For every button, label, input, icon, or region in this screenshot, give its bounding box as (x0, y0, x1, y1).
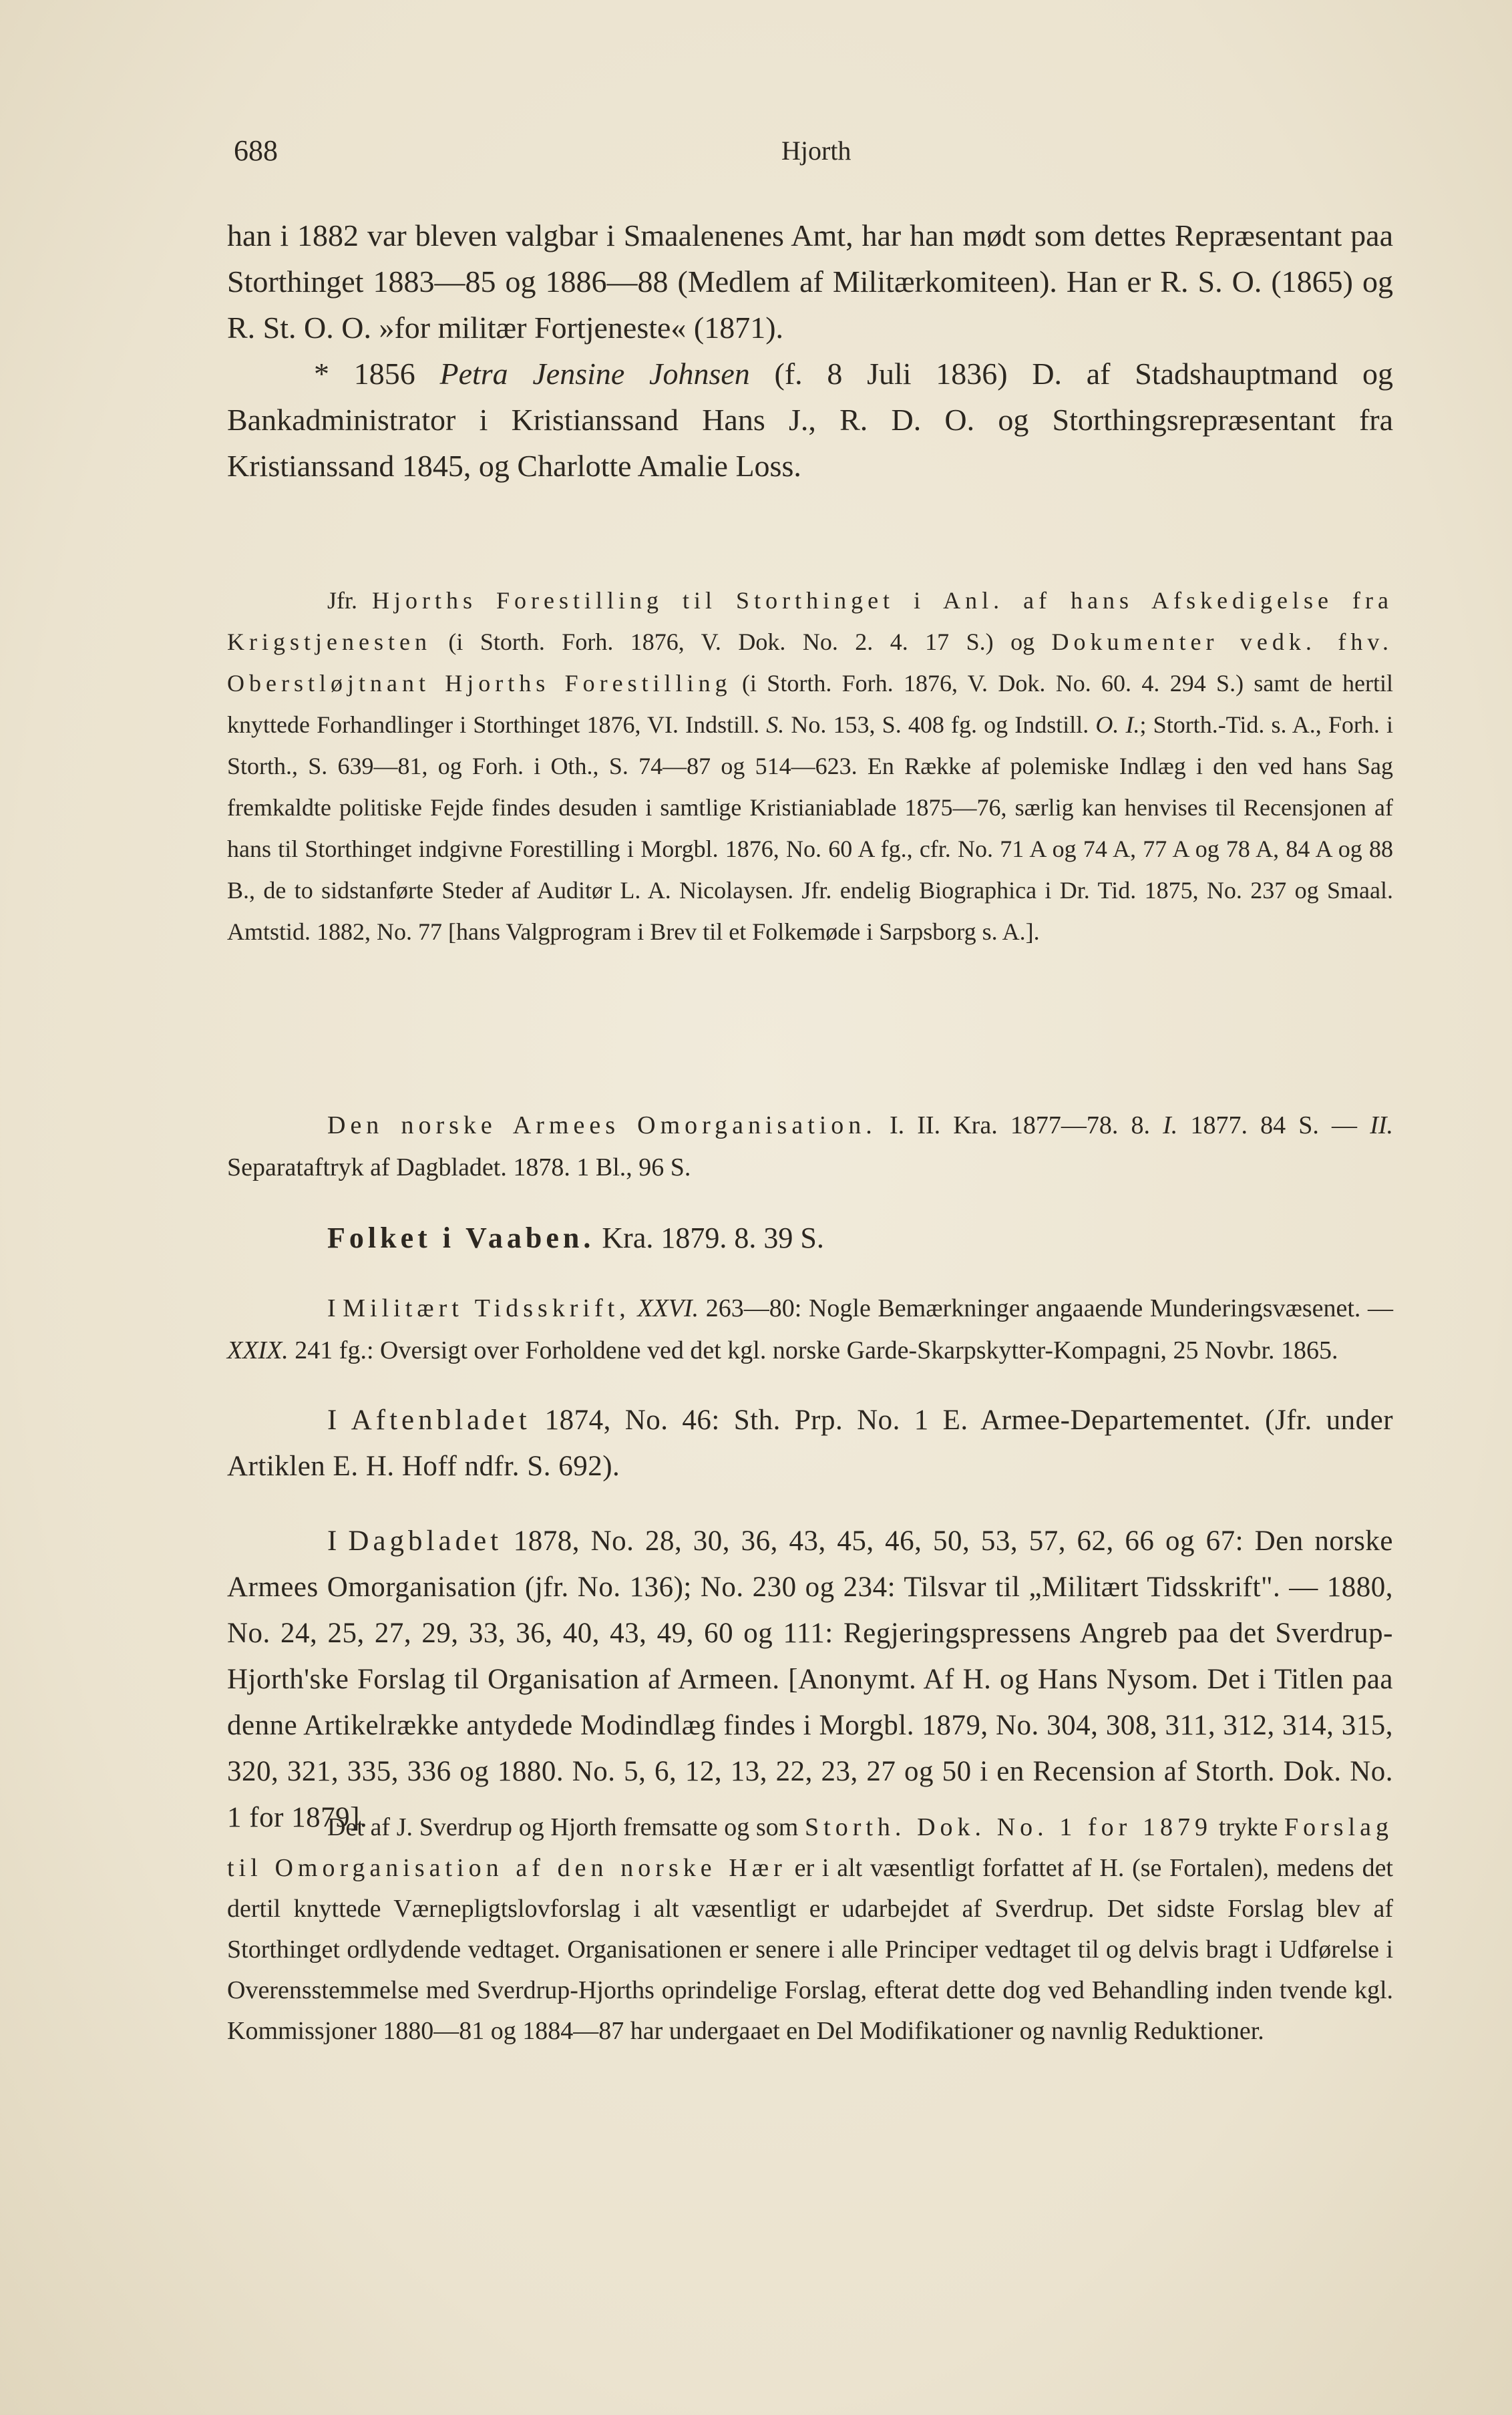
closing-block (227, 1782, 1393, 2077)
work-title: Militært Tidsskrift, (343, 1294, 630, 1322)
spouse-name: Petra Jensine Johnsen (439, 357, 750, 391)
work-armees-omorganisation (227, 1105, 1393, 1189)
work-prefix: I (327, 1405, 337, 1436)
references-paragraph (227, 580, 1393, 952)
ref-italic-oi: O. I. (1095, 711, 1140, 738)
running-title: Hjorth (781, 136, 852, 166)
references-block (227, 556, 1393, 976)
work-prefix: I (327, 1525, 337, 1557)
work-vol-i: I. (1163, 1111, 1178, 1139)
work-title: Folket i Vaaben. (327, 1222, 595, 1254)
work-meta-3: Separataftryk af Dagbladet. 1878. 1 Bl., 96 S. (227, 1153, 691, 1181)
ref-text-2: (i Storth. Forh. 1876, V. Dok. No. 60. 4. 294 S.) samt de hertil knyttede Forhandlinger i Storthinget 1876, VI. Indstill. (227, 670, 1393, 738)
marriage-prefix: * 1856 (314, 357, 415, 391)
marriage-paragraph (227, 351, 1393, 489)
work-meta: Kra. 1879. 8. 39 S. (602, 1222, 824, 1254)
work-title: Den norske Armees Omorganisation. (327, 1111, 877, 1139)
work-folket-i-vaaben (227, 1214, 1393, 1262)
ref-title-1: Hjorths Forestilling til Storthinget i Anl. af hans Afskedigelse fra Krigstjenesten (227, 587, 1393, 655)
work-volume-2: XXIX. (227, 1336, 289, 1364)
closing-text-2: trykte (1218, 1813, 1278, 1841)
closing-text-3: er i alt væsentligt forfattet af H. (se Fortalen), medens det dertil knyttede Værnepligtslovforslag i alt væsentligt er udarbejdet af Sverdrup. Det sidste Forslag blev af Storthinget ordlydende vedtaget. Organisationen er senere i alle Principer vedtaget til og delvis bragt i Udførelse i Overensstemmelse med Sverdrup-Hjorths oprindelige Forslag, efterat dette dog ved Behandling inden tvende kgl. Kommissjoner 1880—81 og 1884—87 har undergaaet en Del Modifikationer og navnlig Reduktioner. (227, 1854, 1393, 2045)
biography-block (227, 212, 1393, 489)
page-header (234, 134, 1392, 174)
work-prefix: I (327, 1294, 336, 1322)
work-aftenbladet (227, 1397, 1393, 1489)
closing-text-1: Det af J. Sverdrup og Hjorth fremsatte og som (327, 1813, 799, 1841)
ref-text-3: No. 153, S. 408 fg. og Indstill. (791, 711, 1089, 738)
work-title: Dagbladet (348, 1525, 503, 1557)
closing-paragraph (227, 1807, 1393, 2052)
work-meta-2: 241 fg.: Oversigt over Forholdene ved det kgl. norske Garde-Skarpskytter-Kompagni, 25 Novbr. 1865. (295, 1336, 1338, 1364)
work-meta: I. II. Kra. 1877—78. 8. (889, 1111, 1150, 1139)
closing-ref: Storth. Dok. No. 1 for 1879 (805, 1813, 1212, 1841)
work-meta: 1874, No. 46: Sth. Prp. No. 1 E. Armee-Departementet. (Jfr. under Artiklen E. H. Hoff ndfr. S. 692). (227, 1405, 1394, 1482)
page-number: 688 (234, 134, 278, 167)
work-meta: 1878, No. 28, 30, 36, 43, 45, 46, 50, 53, 57, 62, 66 og 67: Den norske Armees Omorganisation (jfr. No. 136); No. 230 og 234: Tilsvar til „Militært Tidsskrift". — 1880, No. 24, 25, 27, 29, 33, 36, 40, 43, 49, 60 og 111: Regjeringspressens Angreb paa det Sverdrup-Hjorth'ske Forslag til Organisation af Armeen. [Anonymt. Af H. og Hans Nysom. Det i Titlen paa denne Artikelrække antydede Modindlæg findes i Morgbl. 1879, No. 304, 308, 311, 312, 314, 315, 320, 321, 335, 336 og 1880. No. 5, 6, 12, 13, 22, 23, 27 og 50 i en Recension af Storth. Dok. No. 1 for 1879]. (227, 1525, 1393, 1833)
ref-text-1: (i Storth. Forh. 1876, V. Dok. No. 2. 4. 17 S.) og (448, 628, 1035, 655)
ref-italic-s: S. (766, 711, 785, 738)
work-meta-2: 1877. 84 S. — (1190, 1111, 1358, 1139)
ref-jfr: Jfr. (327, 587, 357, 614)
marriage-text: (f. 8 Juli 1836) D. af Stadshauptmand og Bankadministrator i Kristianssand Hans J., R. D. O. og Storthingsrepræsentant fra Kristianssand 1845, og Charlotte Amalie Loss. (227, 357, 1394, 483)
works-block (227, 1079, 1393, 1869)
biography-paragraph: han i 1882 var bleven valgbar i Smaalenenes Amt, har han mødt som dettes Repræsentant paa Storthinget 1883—85 og 1886—88 (Medlem af Militærkomiteen). Han er R. S. O. (1865) og R. St. O. O. »for militær Fortjeneste« (1871). (227, 218, 1393, 345)
work-vol-ii: II. (1370, 1111, 1394, 1139)
work-title: Aftenbladet (351, 1405, 531, 1436)
closing-title: Forslag til Omorganisation af den norske Hær (227, 1813, 1394, 1882)
ref-title-2: Dokumenter vedk. fhv. Oberstløjtnant Hjorths Forestilling (227, 628, 1394, 697)
work-volume: XXVI. (637, 1294, 699, 1322)
ref-text-4: ; Storth.-Tid. s. A., Forh. i Storth., S. 639—81, og Forh. i Oth., S. 74—87 og 514—623. En Række af polemiske Indlæg i den ved hans Sag fremkaldte politiske Fejde findes desuden i samtlige Kristianiablade 1875—76, særlig kan henvises til Recensjonen af hans til Storthinget indgivne Forestilling i Morgbl. 1876, No. 60 A fg., cfr. No. 71 A og 74 A, 77 A og 78 A, 84 A og 88 B., de to sidstanførte Steder af Auditør L. A. Nicolaysen. Jfr. endelig Biographica i Dr. Tid. 1875, No. 237 og Smaal. Amtstid. 1882, No. 77 [hans Valgprogram i Brev til et Folkemøde i Sarpsborg s. A.]. (227, 711, 1393, 945)
work-meta: 263—80: Nogle Bemærkninger angaaende Munderingsvæsenet. — (705, 1294, 1394, 1322)
work-militaert-tidsskrift (227, 1288, 1393, 1372)
